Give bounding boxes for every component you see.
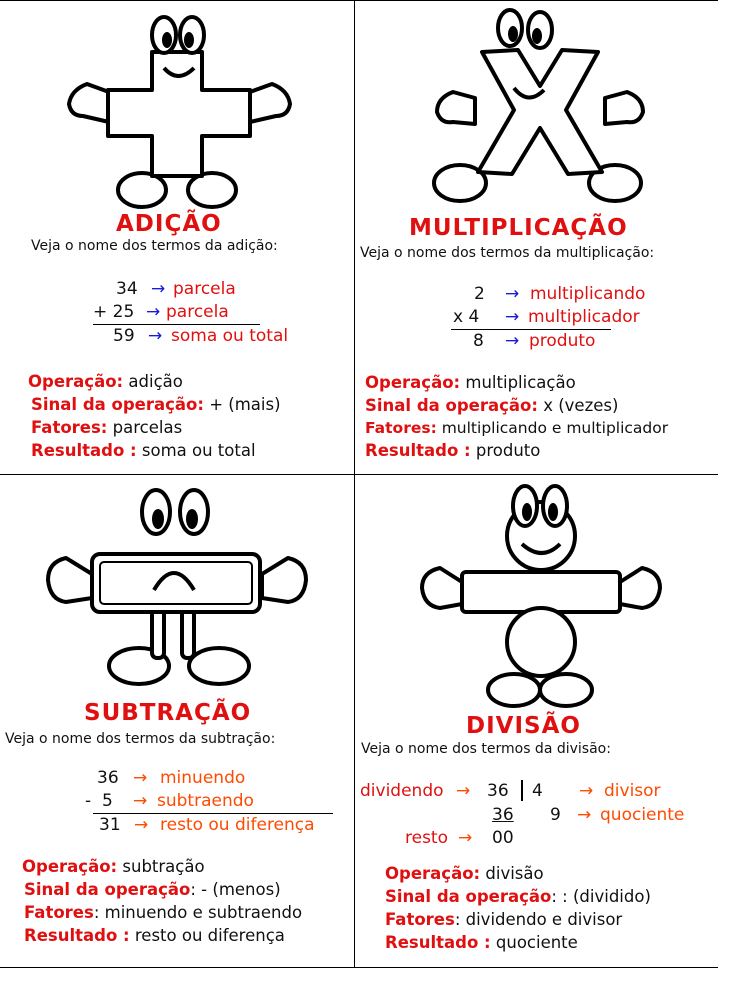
subtraction-row-1-number: 36 xyxy=(97,768,119,788)
plus-mascot-icon xyxy=(64,10,294,210)
bottom-border xyxy=(0,967,718,968)
multiplication-info-sign: Sinal da operação: x (vezes) xyxy=(365,396,619,415)
division-intro: Veja o nome dos termos da divisão: xyxy=(361,741,611,757)
subtraction-row-2-arrow: → xyxy=(133,791,148,811)
addition-row-2-label: parcela xyxy=(166,302,229,322)
division-divisor: 4 xyxy=(532,781,543,801)
addition-intro: Veja o nome dos termos da adição: xyxy=(31,238,278,254)
multiplication-info-operation: Operação: multiplicação xyxy=(365,373,576,392)
addition-row-1-arrow: → xyxy=(151,279,166,299)
subtraction-info-sign: Sinal da operação: - (menos) xyxy=(24,880,281,899)
subtraction-row-3-arrow: → xyxy=(134,815,149,835)
subtraction-title: SUBTRAÇÃO xyxy=(84,700,252,726)
division-subtracted: 36 xyxy=(492,805,514,825)
division-info-factors: Fatores: dividendo e divisor xyxy=(385,910,623,929)
subtraction-row-2-label: subtraendo xyxy=(157,791,254,811)
multiplication-info-factors: Fatores: multiplicando e multiplicador xyxy=(365,419,669,437)
subtraction-difference-line xyxy=(93,813,333,814)
subtraction-row-2-number: - 5 xyxy=(85,791,113,811)
subtraction-info-result: Resultado : resto ou diferença xyxy=(24,926,285,945)
multiplication-row-3-label: produto xyxy=(529,331,596,351)
multiplication-row-3-arrow: → xyxy=(505,331,520,351)
multiplication-row-1-arrow: → xyxy=(505,284,520,304)
addition-row-3-number: 59 xyxy=(113,326,135,346)
division-info-result: Resultado : quociente xyxy=(385,933,578,952)
multiplication-title: MULTIPLICAÇÃO xyxy=(409,215,628,241)
subtraction-row-1-label: minuendo xyxy=(160,768,246,788)
division-remainder-arrow: → xyxy=(458,828,473,848)
subtraction-intro: Veja o nome dos termos da subtração: xyxy=(5,731,276,747)
multiplication-intro: Veja o nome dos termos da multiplicação: xyxy=(360,245,655,261)
division-dividend: 36 xyxy=(487,781,509,801)
division-info-operation: Operação: divisão xyxy=(385,864,544,883)
division-dividend-arrow: → xyxy=(456,781,471,801)
addition-row-2-number: + 25 xyxy=(93,302,135,322)
addition-row-3-label: soma ou total xyxy=(171,326,289,346)
division-remainder-label: resto xyxy=(405,828,448,848)
addition-title: ADIÇÃO xyxy=(116,211,222,237)
addition-sum-line xyxy=(93,324,260,325)
addition-info-result: Resultado : soma ou total xyxy=(31,441,256,460)
multiplication-row-2-arrow: → xyxy=(505,307,520,327)
multiplication-row-1-label: multiplicando xyxy=(530,284,646,304)
multiplication-info-result: Resultado : produto xyxy=(365,441,541,460)
addition-info-factors: Fatores: parcelas xyxy=(31,418,183,437)
division-bracket-vertical xyxy=(521,780,523,801)
division-title: DIVISÃO xyxy=(466,713,581,739)
division-remainder: 00 xyxy=(492,828,514,848)
top-border xyxy=(0,0,718,1)
division-dividend-label: dividendo xyxy=(360,781,444,801)
addition-info-operation: Operação: adição xyxy=(28,372,183,391)
addition-row-1-label: parcela xyxy=(173,279,236,299)
subtraction-row-3-number: 31 xyxy=(99,815,121,835)
multiplication-product-line xyxy=(451,329,611,330)
times-mascot-icon xyxy=(430,8,650,208)
division-info-sign: Sinal da operação: : (dividido) xyxy=(385,887,651,906)
division-quotient: 9 xyxy=(550,805,561,825)
subtraction-row-1-arrow: → xyxy=(133,768,148,788)
division-divisor-label: divisor xyxy=(604,781,661,801)
addition-info-sign: Sinal da operação: + (mais) xyxy=(31,395,281,414)
division-mascot-icon xyxy=(418,484,668,710)
division-quotient-arrow: → xyxy=(577,805,592,825)
division-divisor-arrow: → xyxy=(579,781,594,801)
multiplication-row-1-number: 2 xyxy=(474,284,485,304)
multiplication-row-2-number: x 4 xyxy=(453,307,480,327)
vertical-divider xyxy=(354,0,355,968)
subtraction-info-operation: Operação: subtração xyxy=(22,857,205,876)
multiplication-row-2-label: multiplicador xyxy=(528,307,640,327)
division-quotient-label: quociente xyxy=(600,805,685,825)
subtraction-row-3-label: resto ou diferença xyxy=(160,815,315,835)
minus-mascot-icon xyxy=(44,486,314,686)
subtraction-info-factors: Fatores: minuendo e subtraendo xyxy=(24,903,303,922)
addition-row-3-arrow: → xyxy=(148,326,163,346)
horizontal-divider xyxy=(0,474,718,475)
addition-row-1-number: 34 xyxy=(116,279,138,299)
multiplication-row-3-number: 8 xyxy=(473,331,484,351)
addition-row-2-arrow: → xyxy=(146,302,161,322)
